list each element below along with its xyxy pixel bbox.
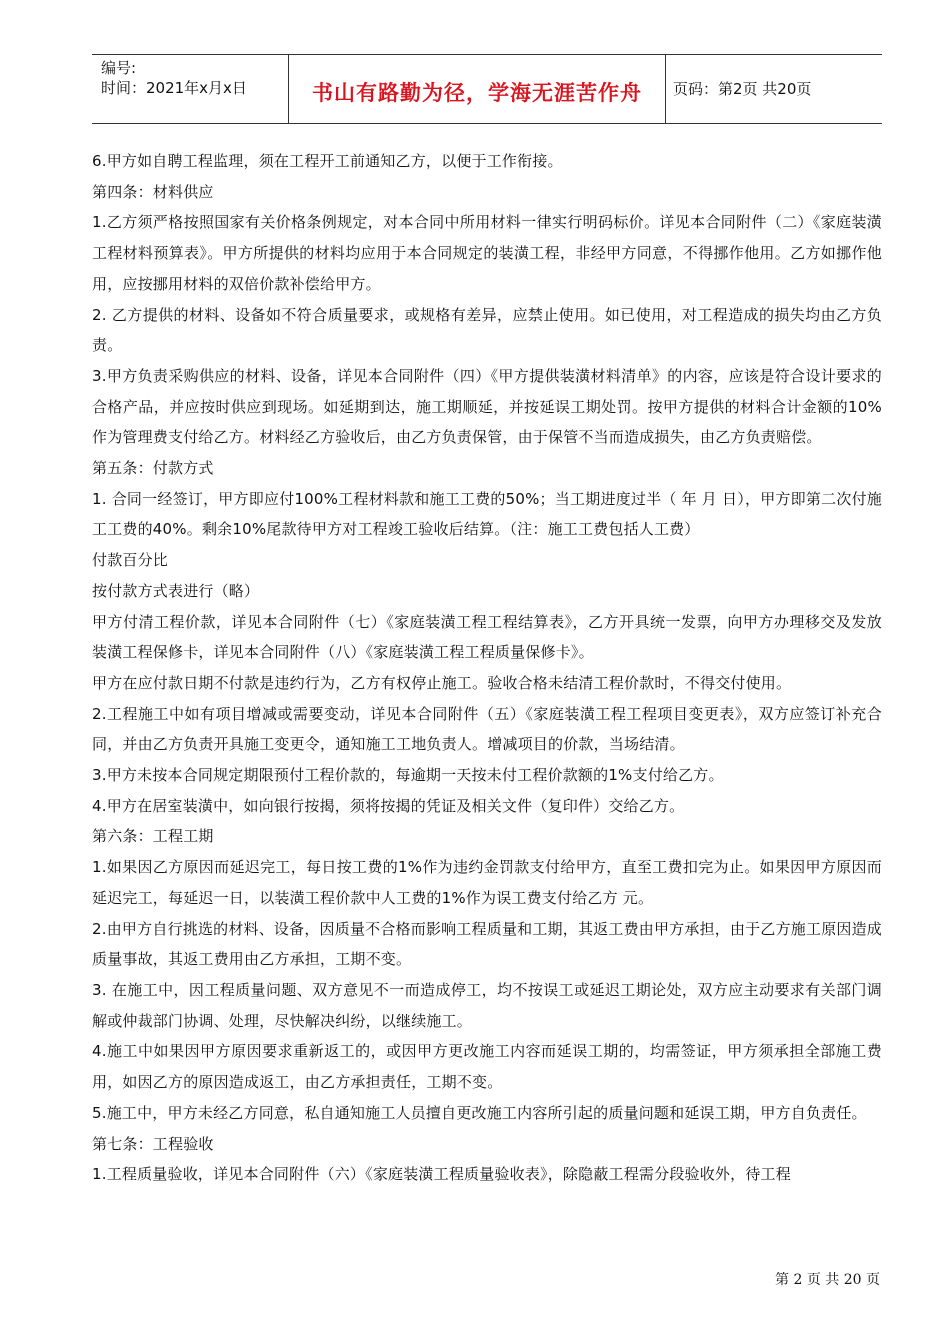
body-paragraph: 按付款方式表进行（略） — [92, 581, 260, 600]
page-header — [92, 54, 882, 124]
header-motto-cell — [289, 55, 666, 123]
body-paragraph: 4.甲方在居室装潢中，如向银行按揭，须将按揭的凭证及相关文件（复印件）交给乙方。 — [92, 796, 685, 815]
body-paragraph: 3.甲方未按本合同规定期限预付工程价款的，每逾期一天按未付工程价款额的1%支付给乙方。 — [92, 766, 724, 785]
page-footer: 第 2 页 共 20 页 — [775, 1272, 880, 1288]
body-paragraph: 甲方付清工程价款，详见本合同附件（七）《家庭装潢工程工程结算表》，乙方开具统一发票，向甲方办理移交及发放装潢工程保修卡，详见本合同附件（八）《家庭装潢工程工程质量保修卡》。 — [92, 612, 882, 662]
body-paragraph: 付款百分比 — [92, 551, 169, 570]
document-number-label: 编号: — [101, 59, 137, 77]
header-page-cell — [666, 55, 882, 123]
section-heading: 第五条：付款方式 — [92, 459, 214, 478]
body-paragraph: 1. 合同一经签订，甲方即应付100%工程材料款和施工工费的50%；当工期进度过半（ 年 月 日），甲方即第二次付施工工费的40%。剩余10%尾款待甲方对工程竣工验收后结算。（注：施工工费包括人工费） — [92, 489, 882, 539]
section-heading: 第六条：工程工期 — [92, 827, 214, 846]
body-paragraph: 3. 在施工中，因工程质量问题、双方意见不一而造成停工，均不按误工或延迟工期论处，双方应主动要求有关部门调解或仲裁部门协调、处理，尽快解决纠纷，以继续施工。 — [92, 980, 882, 1030]
header-motto: 书山有路勤为径，学海无涯苦作舟 — [312, 81, 642, 105]
section-heading: 第四条：材料供应 — [92, 182, 214, 201]
body-paragraph: 2. 乙方提供的材料、设备如不符合质量要求，或规格有差异，应禁止使用。如已使用，对工程造成的损失均由乙方负责。 — [92, 305, 882, 355]
header-page-number: 页码：第2页 共20页 — [673, 80, 812, 98]
body-paragraph: 1.乙方须严格按照国家有关价格条例规定，对本合同中所用材料一律实行明码标价。详见本合同附件（二）《家庭装潢工程材料预算表》。甲方所提供的材料均应用于本合同规定的装潢工程，非经甲方同意，不得挪作他用。乙方如挪作他用，应按挪用材料的双倍价款补偿给甲方。 — [92, 213, 882, 293]
header-meta-cell — [92, 55, 289, 123]
body-paragraph: 6.甲方如自聘工程监理，须在工程开工前通知乙方，以便于工作衔接。 — [92, 152, 563, 170]
body-paragraph: 4.施工中如果因甲方原因要求重新返工的，或因甲方更改施工内容而延误工期的，均需签证，甲方须承担全部施工费用，如因乙方的原因造成返工，由乙方承担责任，工期不变。 — [92, 1042, 882, 1092]
contract-body — [92, 146, 882, 1190]
section-heading: 第七条：工程验收 — [92, 1134, 214, 1153]
body-paragraph: 2.由甲方自行挑选的材料、设备，因质量不合格而影响工程质量和工期，其返工费由甲方承担，由于乙方施工原因造成质量事故，其返工费用由乙方承担，工期不变。 — [92, 919, 882, 969]
body-paragraph: 5.施工中，甲方未经乙方同意，私自通知施工人员擅自更改施工内容所引起的质量问题和延误工期，甲方自负责任。 — [92, 1103, 867, 1122]
body-paragraph: 1.工程质量验收，详见本合同附件（六）《家庭装潢工程质量验收表》，除隐蔽工程需分段验收外，待工程 — [92, 1165, 791, 1184]
body-paragraph: 2.工程施工中如有项目增减或需要变动，详见本合同附件（五）《家庭装潢工程工程项目变更表》，双方应签订补充合同，并由乙方负责开具施工变更令，通知施工工地负责人。增减项目的价款，当场结清。 — [92, 704, 882, 754]
body-paragraph: 甲方在应付款日期不付款是违约行为，乙方有权停止施工。验收合格未结清工程价款时，不得交付使用。 — [92, 673, 792, 692]
document-time-label: 时间：2021年x月x日 — [101, 79, 247, 97]
body-paragraph: 3.甲方负责采购供应的材料、设备，详见本合同附件（四）《甲方提供装潢材料清单》的内容，应该是符合设计要求的合格产品，并应按时供应到现场。如延期到达，施工期顺延，并按延误工期处罚。按甲方提供的材料合计金额的10%作为管理费支付给乙方。材料经乙方验收后，由乙方负责保管，由于保管不当而造成损失，由乙方负责赔偿。 — [92, 366, 882, 447]
body-paragraph: 1.如果因乙方原因而延迟完工，每日按工费的1%作为违约金罚款支付给甲方，直至工费扣完为止。如果因甲方原因而延迟完工，每延迟一日，以装潢工程价款中人工费的1%作为误工费支付给乙方 元。 — [92, 858, 882, 907]
